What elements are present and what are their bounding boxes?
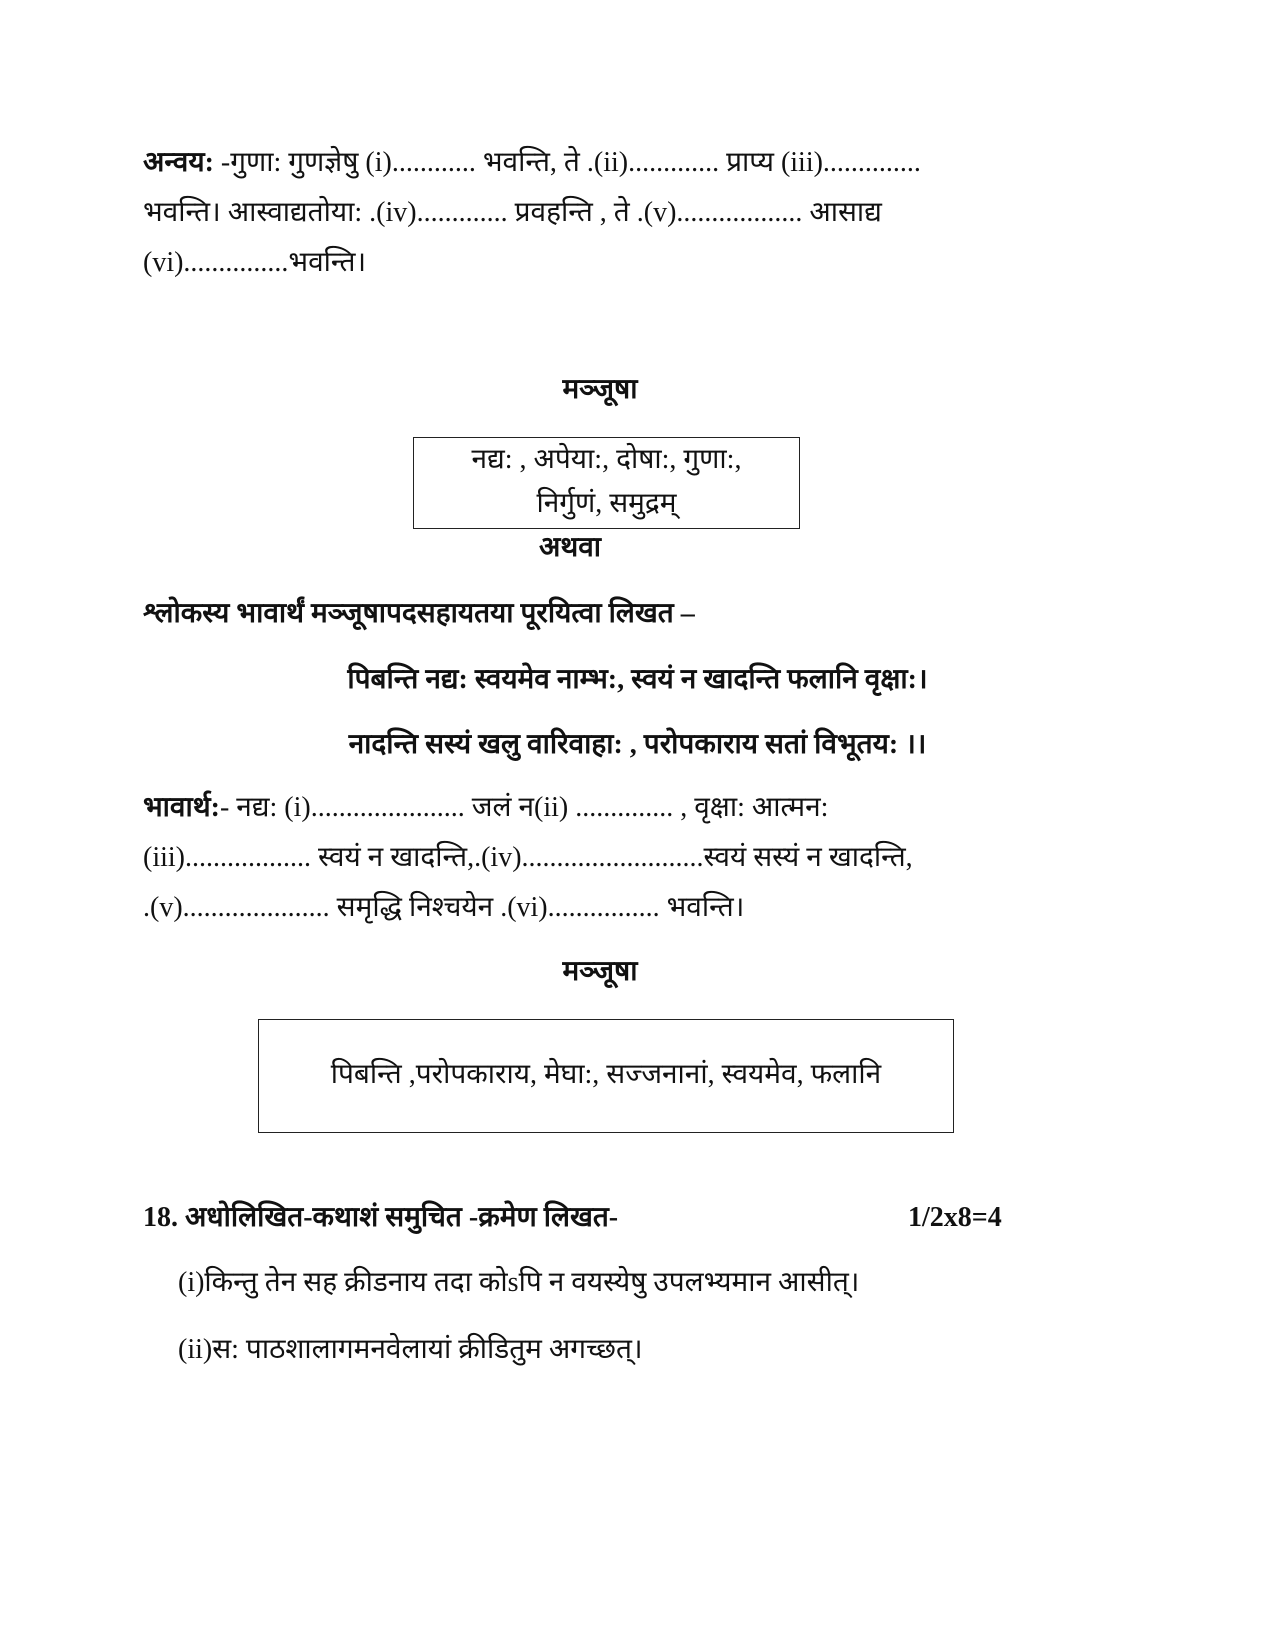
box2-heading: मञ्जूषा [562,956,638,987]
bhavartha-line-1 [143,788,828,828]
question-18-marks: 1/2x8=4 [908,1202,1002,1233]
bhavartha-label: भावार्थ: [143,792,220,823]
box1-line-1: नद्य: , अपेया:, दोषा:, गुणा:, [471,444,742,475]
word-box-1 [413,437,800,529]
question-18-item-1: (i)किन्तु तेन सह क्रीडनाय तदा कोsपि न वयस्येषु उपलभ्यमान आसीत्। [178,1267,860,1298]
instruction: श्लोकस्य भावार्थं मञ्जूषापदसहायतया पूरयित्वा लिखत – [143,598,695,629]
box1-heading: मञ्जूषा [562,374,638,405]
shloka-line-1: पिबन्ति नद्य: स्वयमेव नाम्भ:, स्वयं न खादन्ति फलानि वृक्षा:। [347,664,928,695]
bhavartha-line-2: (iii).................. स्वयं न खादन्ति,.(iv)..........................स्वयं सस्यं न खादन्ति, [143,842,913,873]
bhavartha-text-1: - नद्य: (i)...................... जलं न(ii) .............. , वृक्षा: आत्मन: [219,792,829,823]
shloka-line-2: नादन्ति सस्यं खलु वारिवाहा: , परोपकाराय सतां विभूतय: ।। [348,729,927,760]
bhavartha-line-3: .(v)..................... समृद्धि निश्चयेन .(vi)................ भवन्ति। [143,892,745,923]
anvaya-label: अन्वय: [143,147,214,178]
question-18-title: 18. अधोलिखित-कथाशं समुचित -क्रमेण लिखत- [143,1202,619,1233]
box1-line-2: निर्गुणं, समुद्रम् [536,488,677,519]
anvaya-line-2: भवन्ति। आस्वाद्यतोया: .(iv)............. प्रवहन्ति , ते .(v).................. आसाद्य [143,197,882,228]
question-18-item-2: (ii)स: पाठशालागमनवेलायां क्रीडितुम अगच्छत्। [178,1334,643,1365]
word-box-2 [258,1019,954,1133]
anvaya-text-1: -गुणा: गुणज्ञेषु (i)............ भवन्ति, ते .(ii)............. प्राप्य (iii).............. [213,147,921,178]
anvaya-line-1 [143,143,921,183]
athava-heading: अथवा [538,532,602,563]
box2-words: पिबन्ति ,परोपकाराय, मेघा:, सज्जनानां, स्वयमेव, फलानि [330,1059,882,1090]
anvaya-line-3: (vi)...............भवन्ति। [143,247,367,278]
